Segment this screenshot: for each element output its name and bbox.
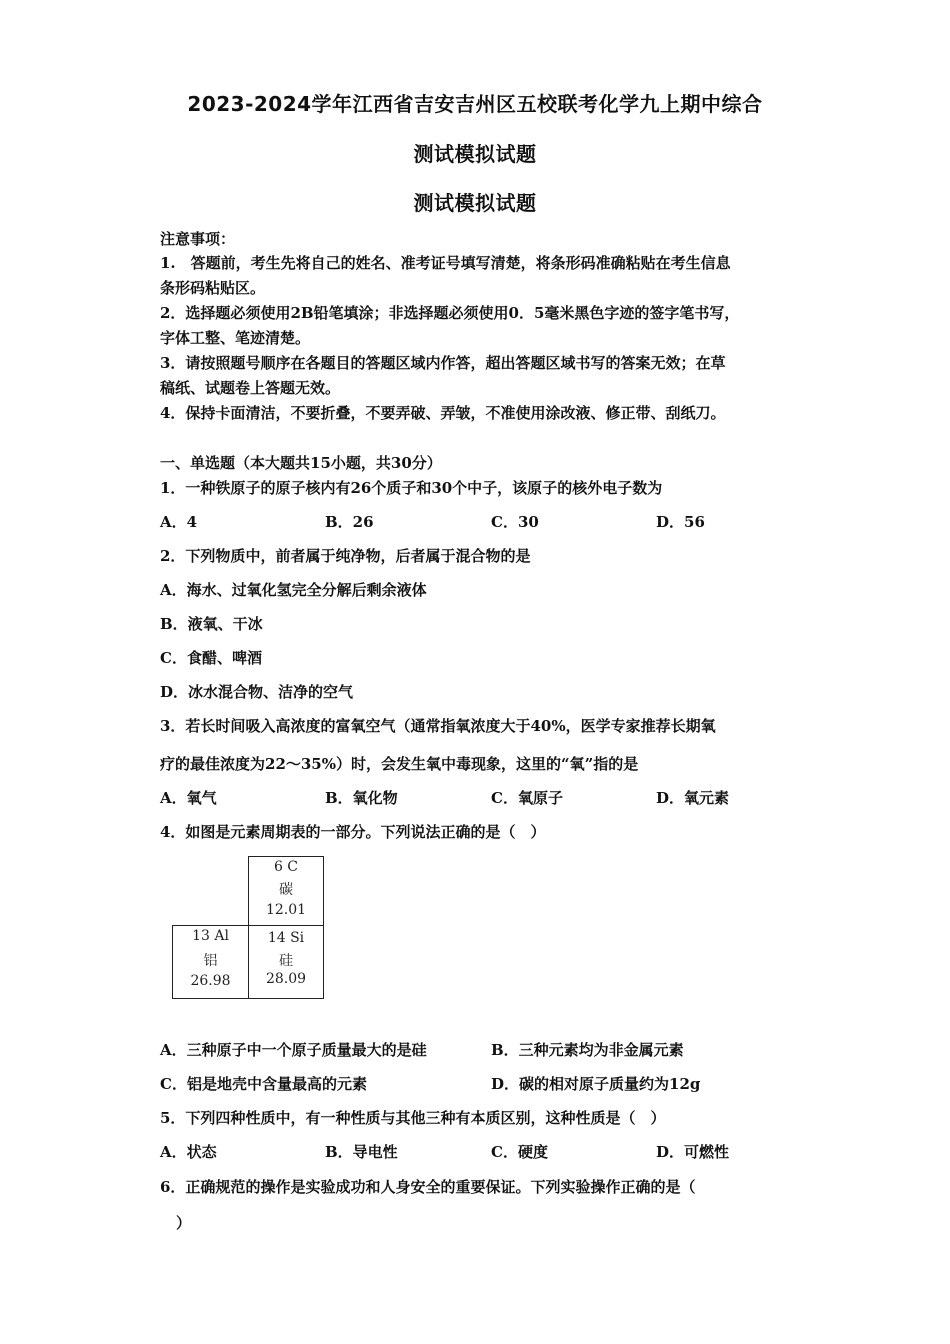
carbon-mass: 12.01 (265, 902, 307, 918)
notice-item: 条形码粘贴区。 (160, 279, 266, 297)
silicon-name: 硅 (279, 953, 293, 969)
question-4-stem: 4．如图是元素周期表的一部分。下列说法正确的是（ ） (160, 823, 546, 841)
question-3-option-c[interactable]: C．氧原子 (491, 789, 563, 807)
notice-item: 4．保持卡面清洁，不要折叠，不要弄破、弄皱，不准使用涂改液、修正带、刮纸刀。 (160, 404, 726, 422)
question-5-option-a[interactable]: A．状态 (160, 1143, 217, 1161)
aluminum-mass: 26.98 (190, 973, 231, 989)
question-5-option-c[interactable]: C．硬度 (491, 1143, 548, 1161)
question-5-option-d[interactable]: D．可燃性 (656, 1143, 730, 1161)
question-2-option-a[interactable]: A．海水、过氧化氢完全分解后剩余液体 (160, 581, 427, 599)
notice-item: 稿纸、试题卷上答题无效。 (160, 379, 341, 397)
notice-item: 字体工整、笔迹清楚。 (160, 329, 311, 347)
question-3-option-d[interactable]: D．氧元素 (656, 789, 730, 807)
question-2-stem: 2．下列物质中，前者属于纯净物，后者属于混合物的是 (160, 547, 531, 565)
section-heading: 一、单选题（本大题共15小题，共30分） (160, 454, 442, 472)
question-3-option-b[interactable]: B．氧化物 (325, 789, 398, 807)
question-2-option-b[interactable]: B．液氧、干冰 (160, 615, 263, 633)
carbon-name: 碳 (279, 882, 293, 898)
question-5-option-b[interactable]: B．导电性 (325, 1143, 398, 1161)
silicon-mass: 28.09 (265, 971, 307, 987)
question-3-stem: 3．若长时间吸入高浓度的富氧空气（通常指氧浓度大于40%，医学专家推荐长期氧 (160, 717, 716, 735)
periodic-cell-aluminum (172, 925, 249, 999)
question-3-stem-cont: 疗的最佳浓度为22～35%）时，会发生氧中毒现象，这里的“氧”指的是 (160, 755, 639, 773)
notice-item: 1. 答题前，考生先将自己的姓名、准考证号填写清楚，将条形码准确粘贴在考生信息 (160, 254, 731, 272)
question-1-option-d[interactable]: D．56 (656, 513, 705, 531)
question-4-option-a[interactable]: A．三种原子中一个原子质量最大的是硅 (160, 1041, 427, 1059)
notice-item: 3．请按照题号顺序在各题目的答题区域内作答，超出答题区域书写的答案无效；在草 (160, 354, 726, 372)
exam-title-line3: 测试模拟试题 (413, 191, 537, 215)
question-1-option-c[interactable]: C．30 (491, 513, 539, 531)
question-4-option-b[interactable]: B．三种元素均为非金属元素 (491, 1041, 684, 1059)
question-1-option-a[interactable]: A．4 (160, 513, 198, 531)
periodic-cell-silicon (248, 925, 324, 999)
question-6-stem: 6．正确规范的操作是实验成功和人身安全的重要保证。下列实验操作正确的是（ (160, 1178, 696, 1196)
question-6-stem-cont: ） (176, 1214, 192, 1232)
periodic-cell-carbon (248, 856, 324, 926)
question-1-stem: 1．一种铁原子的原子核内有26个质子和30个中子，该原子的核外电子数为 (160, 479, 663, 497)
question-4-option-d[interactable]: D．碳的相对原子质量约为12g (491, 1075, 701, 1093)
notice-item: 2．选择题必须使用2B铅笔填涂；非选择题必须使用0．5毫米黑色字迹的签字笔书写， (160, 304, 740, 322)
aluminum-name: 铝 (203, 953, 218, 969)
question-3-option-a[interactable]: A．氧气 (160, 789, 217, 807)
question-1-option-b[interactable]: B．26 (325, 513, 374, 531)
notice-heading: 注意事项： (160, 230, 236, 248)
question-5-stem: 5．下列四种性质中，有一种性质与其他三种有本质区别，这种性质是（ ） (160, 1109, 666, 1127)
aluminum-header: 13 Al (192, 928, 229, 944)
question-4-option-c[interactable]: C．铝是地壳中含量最高的元素 (160, 1075, 367, 1093)
silicon-header: 14 Si (267, 930, 305, 946)
exam-title-line1: 2023-2024学年江西省吉安吉州区五校联考化学九上期中综合 (187, 92, 763, 116)
question-2-option-d[interactable]: D．冰水混合物、洁净的空气 (160, 683, 354, 701)
carbon-header: 6 C (273, 859, 299, 875)
exam-title-line2: 测试模拟试题 (413, 142, 537, 166)
question-2-option-c[interactable]: C．食醋、啤酒 (160, 649, 262, 667)
